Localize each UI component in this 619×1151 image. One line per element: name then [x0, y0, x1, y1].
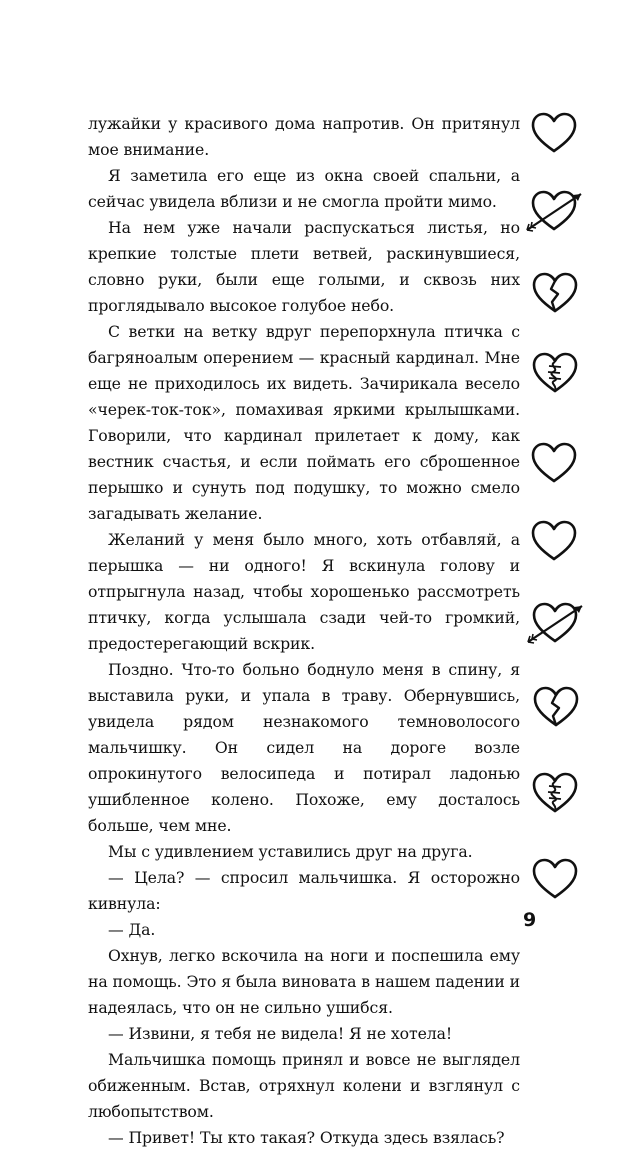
heart-arrow-icon — [532, 602, 578, 644]
paragraph: Я заметила его еще из окна своей спальни, а сейчас увидела вблизи и не смогла пройти мимо. — [88, 166, 520, 211]
paragraph: Мальчишка помощь принял и вовсе не выглядел обиженным. Встав, отряхнул колени и взглянул с любопытством. — [88, 1050, 520, 1121]
heart-outline-icon — [531, 112, 577, 154]
paragraph: На нем уже начали распускаться листья, но крепкие толстые плети ветвей, раскинувшиеся, словно руки, были еще голыми, и сквозь них проглядывало высокое голубое небо. — [88, 218, 520, 315]
paragraph: Желаний у меня было много, хоть отбавляй, а перышка — ни одного! Я вскинула голову и отпрыгнула назад, чтобы хорошенько рассмотреть птичку, когда услышала сзади чей-то громкий, предостерегающий вскрик. — [88, 530, 520, 653]
heart-outline-icon — [532, 858, 578, 900]
stitched-heart-icon — [532, 772, 578, 814]
stitched-heart-icon — [532, 352, 578, 394]
dialogue-line: — Цела? — спросил мальчишка. Я осторожно кивнула: — [88, 868, 520, 913]
paragraph: Охнув, легко вскочила на ноги и поспешила ему на помощь. Это я была виновата в нашем падении и надеялась, что он не сильно ушибся. — [88, 946, 520, 1017]
heart-arrow-icon — [531, 190, 577, 232]
heart-outline-icon — [531, 520, 577, 562]
paragraph: лужайки у красивого дома напротив. Он притянул мое внимание. — [88, 114, 520, 159]
dialogue-line: — Привет! Ты кто такая? Откуда здесь взялась? — [108, 1128, 505, 1147]
dialogue-line: — Извини, я тебя не видела! Я не хотела! — [108, 1024, 453, 1043]
paragraph: С ветки на ветку вдруг перепорхнула птичка с багряноалым оперением — красный кардинал. Мне еще не приходилось их видеть. Зачирикала весело «черек-ток-ток», помахивая яркими крылышками. Говорили, что кардинал прилетает к дому, как вестник счастья, и если поймать его сброшенное перышко и сунуть под подушку, то можно смело загадывать желание. — [88, 322, 520, 523]
broken-heart-icon — [532, 272, 578, 314]
body-text — [88, 111, 520, 1151]
dialogue-line: — Да. — [108, 920, 156, 939]
paragraph: Мы с удивлением уставились друг на друга. — [108, 842, 473, 861]
broken-heart-icon — [533, 686, 579, 728]
heart-outline-icon — [531, 442, 577, 484]
page-number: 9 — [523, 909, 537, 931]
paragraph: Поздно. Что-то больно боднуло меня в спину, я выставила руки, и упала в траву. Обернувшись, увидела рядом незнакомого темноволосого мальчишку. Он сидел на дороге возле опрокинутого велосипеда и потирал ладонью ушибленное колено. Похоже, ему досталось больше, чем мне. — [88, 660, 520, 835]
